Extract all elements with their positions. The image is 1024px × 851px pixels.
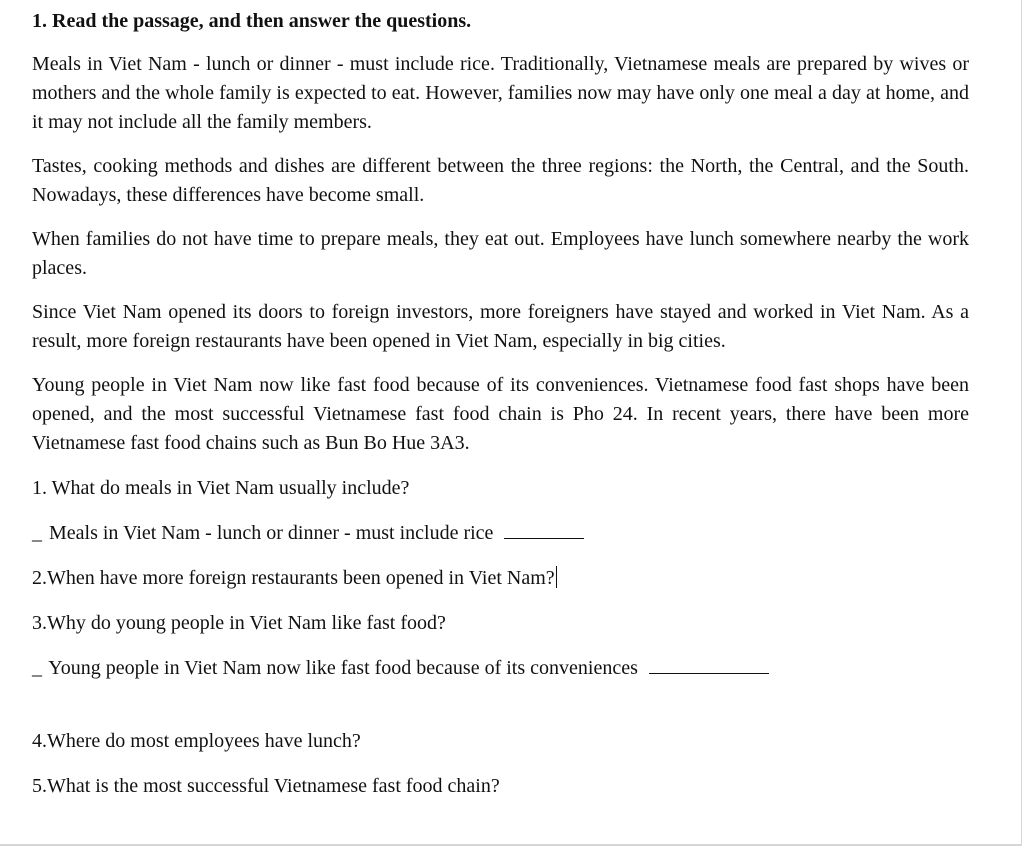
text-cursor (556, 566, 557, 588)
passage-paragraph-1: Meals in Viet Nam - lunch or dinner - must include rice. Traditionally, Vietnamese meals are prepared by wives or mothers and the whole family is expected to eat. However, families now may have only one meal a day at home, and it may not include all the family members. (32, 53, 969, 133)
question-5: 5.What is the most successful Vietnamese fast food chain? (32, 775, 500, 797)
document-body[interactable] (32, 6, 969, 801)
question-3: 3.Why do young people in Viet Nam like fast food? (32, 612, 446, 634)
question-4: 4.Where do most employees have lunch? (32, 730, 361, 752)
passage-paragraph-4: Since Viet Nam opened its doors to foreign investors, more foreigners have stayed and worked in Viet Nam. As a result, more foreign restaurants have been opened in Viet Nam, especially in big cities. (32, 301, 969, 352)
answer-dash: _ (32, 657, 42, 679)
answer-3-text: Young people in Viet Nam now like fast food because of its conveniences (48, 657, 638, 679)
answer-blank-line (504, 518, 584, 539)
passage-paragraph-3: When families do not have time to prepare meals, they eat out. Employees have lunch somewhere nearby the work places. (32, 228, 969, 279)
answer-1-text: Meals in Viet Nam - lunch or dinner - must include rice (49, 522, 494, 544)
answer-3[interactable] (32, 653, 969, 683)
answer-dash: _ (32, 522, 42, 544)
answer-1[interactable] (32, 518, 969, 548)
exercise-heading: 1. Read the passage, and then answer the questions. (32, 10, 472, 32)
passage-paragraph-5: Young people in Viet Nam now like fast food because of its conveniences. Vietnamese food fast shops have been opened, and the most successful Vietnamese fast food chain is Pho 24. In recent years, there have been more Vietnamese fast food chains such as Bun Bo Hue 3A3. (32, 374, 969, 454)
answer-blank-line (649, 653, 769, 674)
question-2[interactable] (32, 563, 969, 593)
passage-paragraph-2: Tastes, cooking methods and dishes are different between the three regions: the North, the Central, and the South. Nowadays, these differences have become small. (32, 155, 969, 206)
question-2-text: 2.When have more foreign restaurants been opened in Viet Nam? (32, 567, 555, 589)
question-1: 1. What do meals in Viet Nam usually include? (32, 477, 410, 499)
